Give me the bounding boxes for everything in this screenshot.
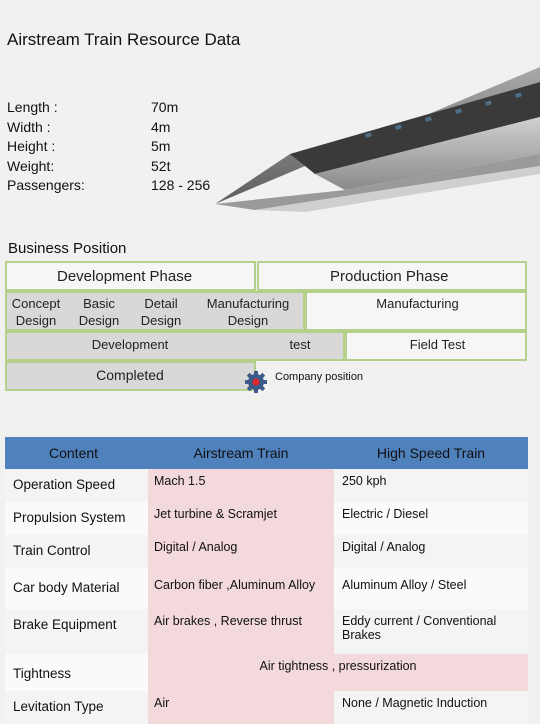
table-row <box>5 469 528 502</box>
stage-detail-design: Detail Design <box>140 296 182 328</box>
header-airstream: Airstream Train <box>148 437 334 469</box>
table-row <box>5 568 528 609</box>
spec-value-length: 70m <box>151 99 179 115</box>
spec-label-weight: Weight: <box>7 158 55 174</box>
stage-manufacturing-design: Manufacturing Design <box>206 296 290 328</box>
business-position-title: Business Position <box>8 240 127 257</box>
spec-value-width: 4m <box>151 119 171 135</box>
spec-label-length: Length : <box>7 99 58 115</box>
spec-label-height: Height : <box>7 138 56 154</box>
hst-cell: Digital / Analog <box>334 535 528 568</box>
stage-test: test <box>289 337 311 352</box>
table-header-row <box>5 437 528 469</box>
hst-cell: Electric / Diesel <box>334 502 528 535</box>
airstream-cell: Carbon fiber ,Aluminum Alloy <box>148 568 334 609</box>
stage-manufacturing: Manufacturing <box>376 296 459 311</box>
row-label: Propulsion System <box>5 502 148 535</box>
spec-label-passengers: Passengers: <box>7 177 85 193</box>
header-content: Content <box>5 437 148 469</box>
company-position-marker-icon <box>244 370 268 394</box>
comparison-table <box>5 437 528 724</box>
airstream-cell: Mach 1.5 <box>148 469 334 502</box>
production-phase-label: Production Phase <box>330 268 449 285</box>
completed-label: Completed <box>96 367 164 383</box>
tightness-merged-cell: Air tightness , pressurization <box>148 654 528 691</box>
stage-development: Development <box>91 337 169 352</box>
development-phase-label: Development Phase <box>57 268 193 285</box>
stage-field-test: Field Test <box>409 337 466 352</box>
train-image <box>215 62 540 212</box>
table-row <box>5 535 528 568</box>
airstream-cell: Air <box>148 691 334 724</box>
spec-label-width: Width : <box>7 119 51 135</box>
stage-basic-design: Basic Design <box>78 296 120 328</box>
table-row <box>5 609 528 654</box>
hst-cell: None / Magnetic Induction <box>334 691 528 724</box>
row-label: Operation Speed <box>5 469 148 502</box>
header-high-speed: High Speed Train <box>334 437 528 469</box>
table-row <box>5 654 528 691</box>
table-row <box>5 691 528 724</box>
table-row <box>5 502 528 535</box>
row-label: Brake Equipment <box>5 609 148 654</box>
spec-value-weight: 52t <box>151 158 171 174</box>
stage-concept-design: Concept Design <box>11 296 61 328</box>
row-label: Train Control <box>5 535 148 568</box>
spec-value-passengers: 128 - 256 <box>151 177 211 193</box>
row-label: Car body Material <box>5 568 148 609</box>
airstream-cell: Air brakes , Reverse thrust <box>148 609 334 654</box>
hst-cell: Eddy current / Conventional Brakes <box>334 609 528 654</box>
airstream-cell: Jet turbine & Scramjet <box>148 502 334 535</box>
hst-cell: 250 kph <box>334 469 528 502</box>
airstream-cell: Digital / Analog <box>148 535 334 568</box>
hst-cell: Aluminum Alloy / Steel <box>334 568 528 609</box>
spec-value-height: 5m <box>151 138 171 154</box>
row-label: Levitation Type <box>5 691 148 724</box>
page-title: Airstream Train Resource Data <box>7 30 241 49</box>
row-label: Tightness <box>5 654 148 691</box>
company-position-label: Company position <box>275 371 364 383</box>
